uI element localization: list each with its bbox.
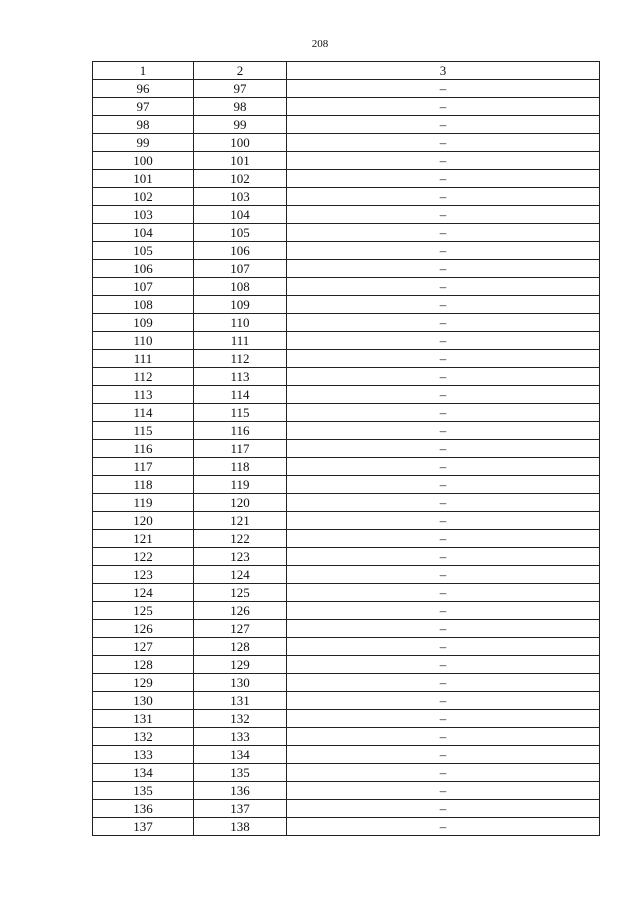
cell-col-2: 135 [194, 764, 287, 782]
cell-col-3: – [287, 278, 600, 296]
table-row [93, 530, 600, 548]
cell-col-1: 135 [93, 782, 194, 800]
cell-col-2: 121 [194, 512, 287, 530]
cell-col-3: – [287, 818, 600, 836]
table-row [93, 656, 600, 674]
table-row [93, 368, 600, 386]
cell-col-2: 114 [194, 386, 287, 404]
cell-col-3: – [287, 224, 600, 242]
cell-col-3: – [287, 638, 600, 656]
cell-col-1: 100 [93, 152, 194, 170]
table-row [93, 440, 600, 458]
table-row [93, 692, 600, 710]
cell-col-1: 129 [93, 674, 194, 692]
cell-col-2: 102 [194, 170, 287, 188]
column-header-3: 3 [287, 62, 600, 80]
table-row [93, 314, 600, 332]
cell-col-2: 109 [194, 296, 287, 314]
cell-col-1: 111 [93, 350, 194, 368]
table-row [93, 404, 600, 422]
cell-col-3: – [287, 566, 600, 584]
cell-col-1: 102 [93, 188, 194, 206]
cell-col-1: 133 [93, 746, 194, 764]
table-row [93, 350, 600, 368]
cell-col-3: – [287, 494, 600, 512]
cell-col-3: – [287, 116, 600, 134]
table-row [93, 818, 600, 836]
cell-col-3: – [287, 368, 600, 386]
table-body [93, 80, 600, 836]
column-header-1: 1 [93, 62, 194, 80]
table-row [93, 386, 600, 404]
table-row [93, 782, 600, 800]
cell-col-2: 132 [194, 710, 287, 728]
cell-col-3: – [287, 404, 600, 422]
cell-col-2: 113 [194, 368, 287, 386]
cell-col-2: 117 [194, 440, 287, 458]
cell-col-1: 125 [93, 602, 194, 620]
cell-col-3: – [287, 332, 600, 350]
cell-col-3: – [287, 782, 600, 800]
cell-col-2: 107 [194, 260, 287, 278]
cell-col-3: – [287, 764, 600, 782]
cell-col-1: 122 [93, 548, 194, 566]
cell-col-3: – [287, 512, 600, 530]
cell-col-2: 126 [194, 602, 287, 620]
table-row [93, 170, 600, 188]
cell-col-1: 128 [93, 656, 194, 674]
cell-col-3: – [287, 80, 600, 98]
cell-col-1: 116 [93, 440, 194, 458]
table-row [93, 476, 600, 494]
cell-col-3: – [287, 134, 600, 152]
cell-col-2: 125 [194, 584, 287, 602]
cell-col-1: 123 [93, 566, 194, 584]
cell-col-3: – [287, 422, 600, 440]
cell-col-3: – [287, 314, 600, 332]
cell-col-3: – [287, 296, 600, 314]
cell-col-3: – [287, 440, 600, 458]
table-row [93, 494, 600, 512]
cell-col-1: 109 [93, 314, 194, 332]
cell-col-1: 117 [93, 458, 194, 476]
cell-col-2: 138 [194, 818, 287, 836]
cell-col-2: 106 [194, 242, 287, 260]
table-row [93, 206, 600, 224]
cell-col-1: 108 [93, 296, 194, 314]
page-number: 208 [311, 38, 329, 50]
table-row [93, 116, 600, 134]
cell-col-2: 133 [194, 728, 287, 746]
cell-col-2: 101 [194, 152, 287, 170]
cell-col-2: 129 [194, 656, 287, 674]
cell-col-3: – [287, 206, 600, 224]
cell-col-1: 126 [93, 620, 194, 638]
cell-col-3: – [287, 728, 600, 746]
table-row [93, 584, 600, 602]
cell-col-1: 104 [93, 224, 194, 242]
cell-col-2: 115 [194, 404, 287, 422]
cell-col-2: 120 [194, 494, 287, 512]
cell-col-1: 110 [93, 332, 194, 350]
table-row [93, 620, 600, 638]
column-header-2: 2 [194, 62, 287, 80]
cell-col-2: 105 [194, 224, 287, 242]
cell-col-3: – [287, 530, 600, 548]
cell-col-3: – [287, 710, 600, 728]
table-row [93, 260, 600, 278]
cell-col-3: – [287, 98, 600, 116]
table-header [93, 62, 600, 80]
cell-col-1: 114 [93, 404, 194, 422]
table-row [93, 746, 600, 764]
cell-col-3: – [287, 350, 600, 368]
cell-col-1: 96 [93, 80, 194, 98]
table-row [93, 80, 600, 98]
cell-col-1: 130 [93, 692, 194, 710]
table-row [93, 152, 600, 170]
cell-col-2: 100 [194, 134, 287, 152]
table-row [93, 134, 600, 152]
table-row [93, 332, 600, 350]
cell-col-1: 101 [93, 170, 194, 188]
cell-col-1: 136 [93, 800, 194, 818]
cell-col-2: 104 [194, 206, 287, 224]
cell-col-2: 119 [194, 476, 287, 494]
data-table [92, 61, 600, 836]
cell-col-1: 106 [93, 260, 194, 278]
table-row [93, 710, 600, 728]
cell-col-2: 131 [194, 692, 287, 710]
cell-col-3: – [287, 620, 600, 638]
cell-col-1: 119 [93, 494, 194, 512]
cell-col-1: 98 [93, 116, 194, 134]
table-row [93, 674, 600, 692]
table-row [93, 602, 600, 620]
cell-col-1: 103 [93, 206, 194, 224]
cell-col-3: – [287, 242, 600, 260]
cell-col-3: – [287, 656, 600, 674]
cell-col-2: 122 [194, 530, 287, 548]
table-row [93, 242, 600, 260]
cell-col-3: – [287, 386, 600, 404]
table-row [93, 278, 600, 296]
cell-col-1: 105 [93, 242, 194, 260]
cell-col-1: 118 [93, 476, 194, 494]
cell-col-3: – [287, 188, 600, 206]
cell-col-1: 132 [93, 728, 194, 746]
cell-col-1: 113 [93, 386, 194, 404]
table-row [93, 548, 600, 566]
cell-col-2: 110 [194, 314, 287, 332]
cell-col-2: 111 [194, 332, 287, 350]
cell-col-1: 120 [93, 512, 194, 530]
cell-col-2: 98 [194, 98, 287, 116]
cell-col-2: 123 [194, 548, 287, 566]
cell-col-1: 124 [93, 584, 194, 602]
cell-col-3: – [287, 548, 600, 566]
table-row [93, 638, 600, 656]
table-row [93, 98, 600, 116]
cell-col-1: 127 [93, 638, 194, 656]
cell-col-3: – [287, 692, 600, 710]
cell-col-3: – [287, 674, 600, 692]
cell-col-2: 134 [194, 746, 287, 764]
cell-col-3: – [287, 458, 600, 476]
cell-col-2: 118 [194, 458, 287, 476]
cell-col-3: – [287, 476, 600, 494]
cell-col-2: 99 [194, 116, 287, 134]
cell-col-3: – [287, 584, 600, 602]
table-row [93, 800, 600, 818]
table-row [93, 764, 600, 782]
cell-col-2: 137 [194, 800, 287, 818]
cell-col-3: – [287, 746, 600, 764]
table-row [93, 728, 600, 746]
cell-col-1: 97 [93, 98, 194, 116]
cell-col-2: 124 [194, 566, 287, 584]
cell-col-1: 112 [93, 368, 194, 386]
cell-col-3: – [287, 260, 600, 278]
table-row [93, 458, 600, 476]
cell-col-2: 128 [194, 638, 287, 656]
cell-col-2: 112 [194, 350, 287, 368]
cell-col-3: – [287, 800, 600, 818]
table-row [93, 566, 600, 584]
header-row [93, 62, 600, 80]
cell-col-1: 131 [93, 710, 194, 728]
cell-col-2: 116 [194, 422, 287, 440]
cell-col-2: 127 [194, 620, 287, 638]
cell-col-1: 99 [93, 134, 194, 152]
table-row [93, 188, 600, 206]
cell-col-3: – [287, 152, 600, 170]
cell-col-1: 121 [93, 530, 194, 548]
cell-col-1: 137 [93, 818, 194, 836]
cell-col-2: 130 [194, 674, 287, 692]
cell-col-3: – [287, 602, 600, 620]
cell-col-3: – [287, 170, 600, 188]
table-row [93, 422, 600, 440]
cell-col-2: 136 [194, 782, 287, 800]
cell-col-2: 108 [194, 278, 287, 296]
cell-col-1: 107 [93, 278, 194, 296]
cell-col-1: 115 [93, 422, 194, 440]
cell-col-2: 103 [194, 188, 287, 206]
cell-col-1: 134 [93, 764, 194, 782]
cell-col-2: 97 [194, 80, 287, 98]
table-row [93, 296, 600, 314]
table-row [93, 512, 600, 530]
table-row [93, 224, 600, 242]
